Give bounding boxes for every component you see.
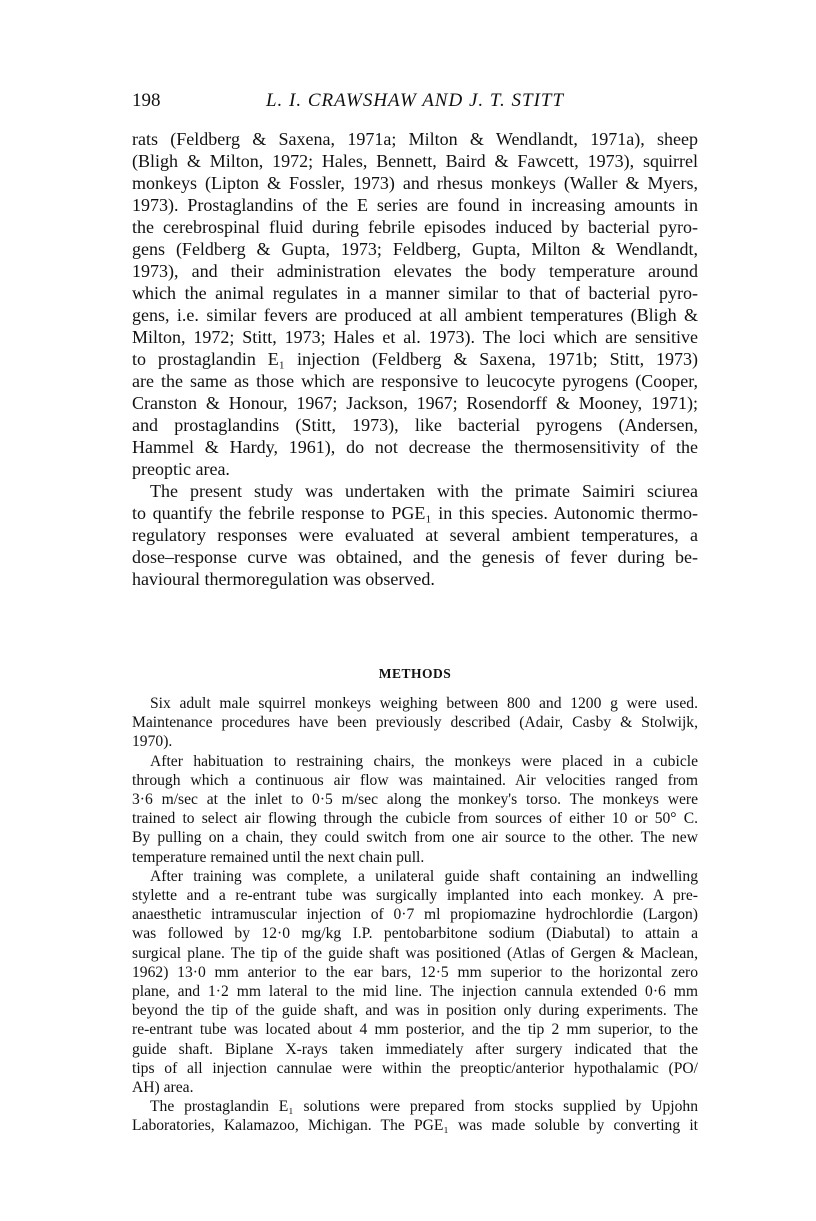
text-line: 1973). Prostaglandins of the E series are found in increasing amounts in xyxy=(132,195,698,215)
text-line: temperature remained until the next chain pull. xyxy=(132,848,425,866)
text-line: gens (Feldberg & Gupta, 1973; Feldberg, Gupta, Milton & Wendlandt, xyxy=(132,239,698,259)
paragraph xyxy=(132,1097,698,1135)
text-line: The present study was undertaken with the primate Saimiri sciurea xyxy=(150,481,698,501)
text-line: plane, and 1·2 mm lateral to the mid line. The injection cannula extended 0·6 mm xyxy=(132,983,698,1001)
paragraph xyxy=(132,128,698,480)
text-line: After training was complete, a unilateral guide shaft containing an indwelling xyxy=(150,867,698,885)
text-line: trained to select air flowing through the cubicle from sources of either 10 or 50° C. xyxy=(132,810,698,828)
text-line: 1970). xyxy=(132,733,173,751)
text-line: dose–response curve was obtained, and the genesis of fever during be- xyxy=(132,547,698,567)
section-heading-methods: METHODS xyxy=(378,666,452,681)
text-line: was followed by 12·0 mg/kg I.P. pentobarbitone sodium (Diabutal) to attain a xyxy=(132,925,698,943)
text-line: anaesthetic intramuscular injection of 0·7 ml propiomazine hydrochlordie (Largon) xyxy=(132,906,698,924)
introduction-text xyxy=(132,128,698,590)
text-line: to quantify the febrile response to PGE₁ in this species. Autonomic thermo- xyxy=(132,503,698,523)
text-line: Milton, 1972; Stitt, 1973; Hales et al. 1973). The loci which are sensitive xyxy=(132,327,698,347)
text-line: the cerebrospinal fluid during febrile episodes induced by bacterial pyro- xyxy=(132,217,698,237)
text-line: 1973), and their administration elevates the body temperature around xyxy=(132,261,698,281)
text-line: By pulling on a chain, they could switch from one air source to the other. The new xyxy=(132,829,698,847)
running-title: L. I. CRAWSHAW AND J. T. STITT xyxy=(265,90,565,111)
text-line: beyond the tip of the guide shaft, and was in position only during experiments. The xyxy=(132,1002,698,1020)
text-line: gens, i.e. similar fevers are produced at all ambient temperatures (Bligh & xyxy=(132,305,698,325)
text-line: and prostaglandins (Stitt, 1973), like bacterial pyrogens (Andersen, xyxy=(132,415,698,435)
text-line: Six adult male squirrel monkeys weighing between 800 and 1200 g were used. xyxy=(150,695,698,712)
text-line: The prostaglandin E₁ solutions were prepared from stocks supplied by Upjohn xyxy=(150,1098,698,1116)
text-line: are the same as those which are responsive to leucocyte pyrogens (Cooper, xyxy=(132,371,698,391)
paragraph xyxy=(132,867,698,1097)
paragraph xyxy=(132,480,698,590)
page-number: 198 xyxy=(132,90,161,111)
text-line: Maintenance procedures have been previously described (Adair, Casby & Stolwijk, xyxy=(132,714,698,732)
text-line: Cranston & Honour, 1967; Jackson, 1967; Rosendorff & Mooney, 1971); xyxy=(132,393,698,413)
text-line: surgical plane. The tip of the guide shaft was positioned (Atlas of Gergen & Maclean, xyxy=(132,944,698,962)
text-line: Laboratories, Kalamazoo, Michigan. The PGE₁ was made soluble by converting it xyxy=(132,1117,698,1135)
text-line: preoptic area. xyxy=(132,459,230,479)
text-line: havioural thermoregulation was observed. xyxy=(132,569,435,589)
paragraph xyxy=(132,752,698,867)
text-line: re-entrant tube was located about 4 mm posterior, and the tip 2 mm superior, to the xyxy=(132,1021,698,1039)
text-line: AH) area. xyxy=(132,1079,194,1097)
text-line: 1962) 13·0 mm anterior to the ear bars, 12·5 mm superior to the horizontal zero xyxy=(132,963,698,981)
text-line: regulatory responses were evaluated at several ambient temperatures, a xyxy=(132,525,698,545)
text-line: Hammel & Hardy, 1961), do not decrease the thermosensitivity of the xyxy=(132,437,698,457)
text-line: tips of all injection cannulae were within the preoptic/anterior hypothalamic (PO/ xyxy=(132,1059,698,1077)
text-line: through which a continuous air flow was maintained. Air velocities ranged from xyxy=(132,771,698,789)
text-line: which the animal regulates in a manner similar to that of bacterial pyro- xyxy=(132,283,698,303)
running-header xyxy=(132,90,698,114)
text-line: stylette and a re-entrant tube was surgically implanted into each monkey. A pre- xyxy=(132,887,698,905)
text-line: rats (Feldberg & Saxena, 1971a; Milton & Wendlandt, 1971a), sheep xyxy=(132,129,698,149)
text-line: (Bligh & Milton, 1972; Hales, Bennett, Baird & Fawcett, 1973), squirrel xyxy=(132,151,698,171)
text-line: guide shaft. Biplane X-rays taken immediately after surgery indicated that the xyxy=(132,1040,698,1058)
text-line: After habituation to restraining chairs, the monkeys were placed in a cubicle xyxy=(150,752,698,770)
methods-text xyxy=(132,694,698,1136)
text-line: monkeys (Lipton & Fossler, 1973) and rhesus monkeys (Waller & Myers, xyxy=(132,173,698,193)
text-line: to prostaglandin E₁ injection (Feldberg & Saxena, 1971b; Stitt, 1973) xyxy=(132,349,698,369)
paragraph xyxy=(132,694,698,752)
text-line: 3·6 m/sec at the inlet to 0·5 m/sec along the monkey's torso. The monkeys were xyxy=(132,791,698,809)
